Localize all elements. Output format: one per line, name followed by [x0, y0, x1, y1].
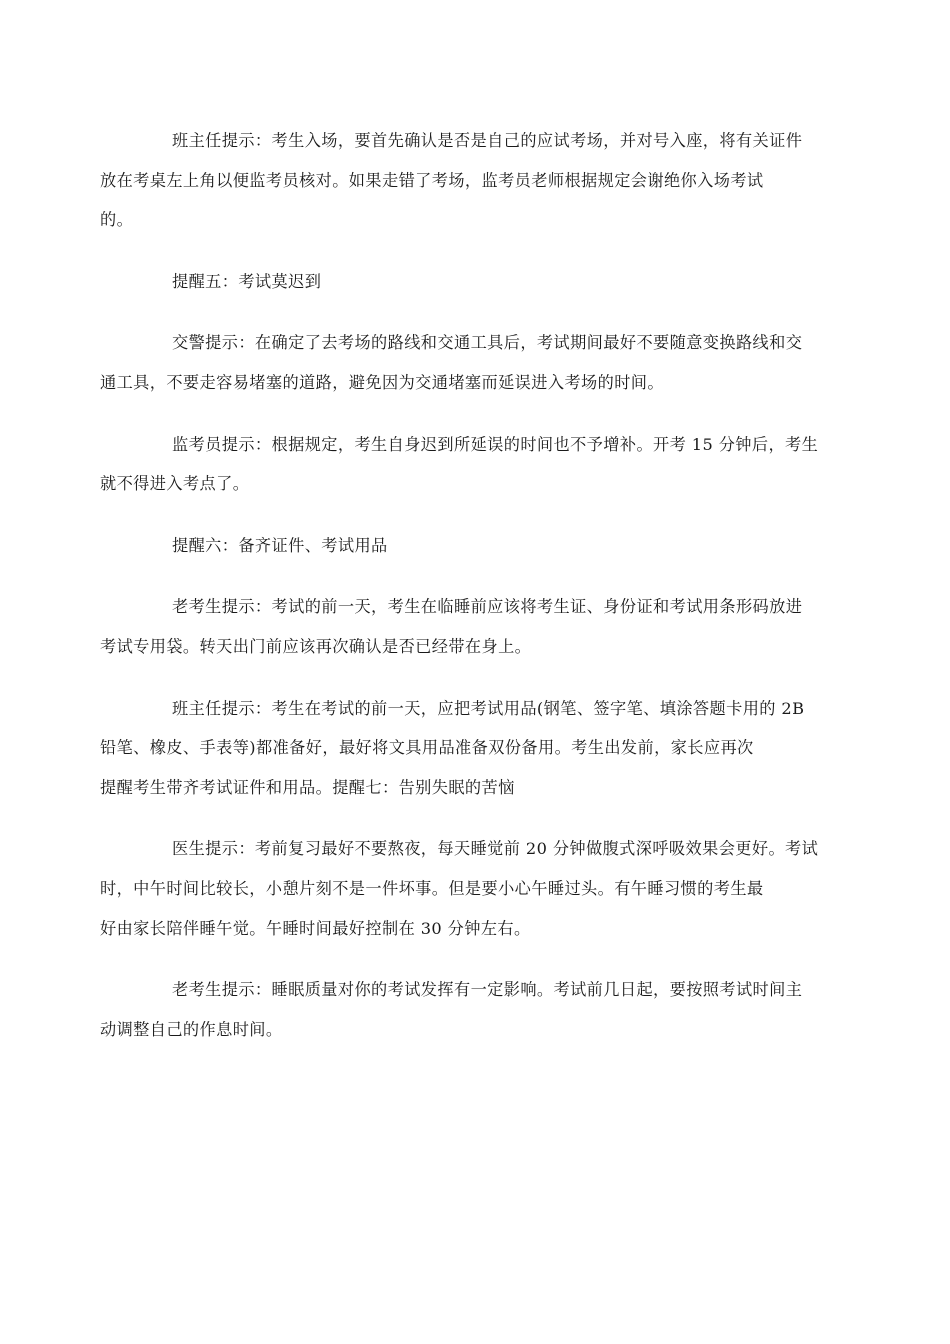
paragraph-line: 提醒五：考试莫迟到 — [172, 271, 322, 291]
paragraph-line: 交警提示：在确定了去考场的路线和交通工具后，考试期间最好不要随意变换路线和交 — [172, 333, 803, 353]
paragraph-line: 医生提示：考前复习最好不要熬夜，每天睡觉前 20 分钟做腹式深呼吸效果会更好。考试 — [172, 839, 819, 859]
paragraph-line: 铅笔、橡皮、手表等)都准备好，最好将文具用品准备双份备用。考生出发前，家长应再次 — [100, 738, 754, 758]
paragraph-line: 就不得进入考点了。 — [100, 474, 250, 494]
document-body — [100, 121, 819, 1071]
paragraph-line: 提醒六：备齐证件、考试用品 — [172, 535, 388, 555]
paragraph-line: 通工具，不要走容易堵塞的道路，避免因为交通堵塞而延误进入考场的时间。 — [100, 372, 664, 392]
paragraph-line: 考试专用袋。转天出门前应该再次确认是否已经带在身上。 — [100, 636, 532, 656]
paragraph-line: 好由家长陪伴睡午觉。午睡时间最好控制在 30 分钟左右。 — [100, 918, 531, 938]
paragraph-line: 班主任提示：考生在考试的前一天，应把考试用品(钢笔、签字笔、填涂答题卡用的 2B — [172, 698, 805, 718]
paragraph-line: 时，中午时间比较长，小憩片刻不是一件坏事。但是要小心午睡过头。有午睡习惯的考生最 — [100, 878, 764, 898]
paragraph-doctor-tip — [100, 829, 819, 948]
paragraph-line: 老考生提示：考试的前一天，考生在临睡前应该将考生证、身份证和考试用条形码放进 — [172, 597, 803, 617]
paragraph-veteran-examinee-documents-tip — [100, 587, 816, 666]
section-heading-reminder-5 — [136, 262, 816, 302]
paragraph-homeroom-teacher-entry-tip — [100, 121, 816, 240]
paragraph-traffic-police-tip — [100, 323, 816, 402]
paragraph-line: 监考员提示：根据规定，考生自身迟到所延误的时间也不予增补。开考 15 分钟后，考生 — [172, 434, 819, 454]
paragraph-veteran-examinee-sleep-tip — [100, 970, 816, 1049]
paragraph-line: 动调整自己的作息时间。 — [100, 1019, 283, 1039]
paragraph-invigilator-tip — [100, 425, 819, 504]
paragraph-line: 的。 — [100, 210, 134, 230]
paragraph-line: 班主任提示：考生入场，要首先确认是否是自己的应试考场，并对号入座，将有关证件 — [172, 131, 803, 150]
paragraph-homeroom-teacher-supplies-tip — [100, 689, 816, 808]
paragraph-line: 放在考桌左上角以便监考员核对。如果走错了考场，监考员老师根据规定会谢绝你入场考试 — [100, 170, 764, 190]
section-heading-reminder-6 — [136, 526, 816, 566]
paragraph-line: 老考生提示：睡眠质量对你的考试发挥有一定影响。考试前几日起，要按照考试时间主 — [172, 980, 803, 1000]
paragraph-line: 提醒考生带齐考试证件和用品。提醒七：告别失眠的苦恼 — [100, 777, 515, 797]
